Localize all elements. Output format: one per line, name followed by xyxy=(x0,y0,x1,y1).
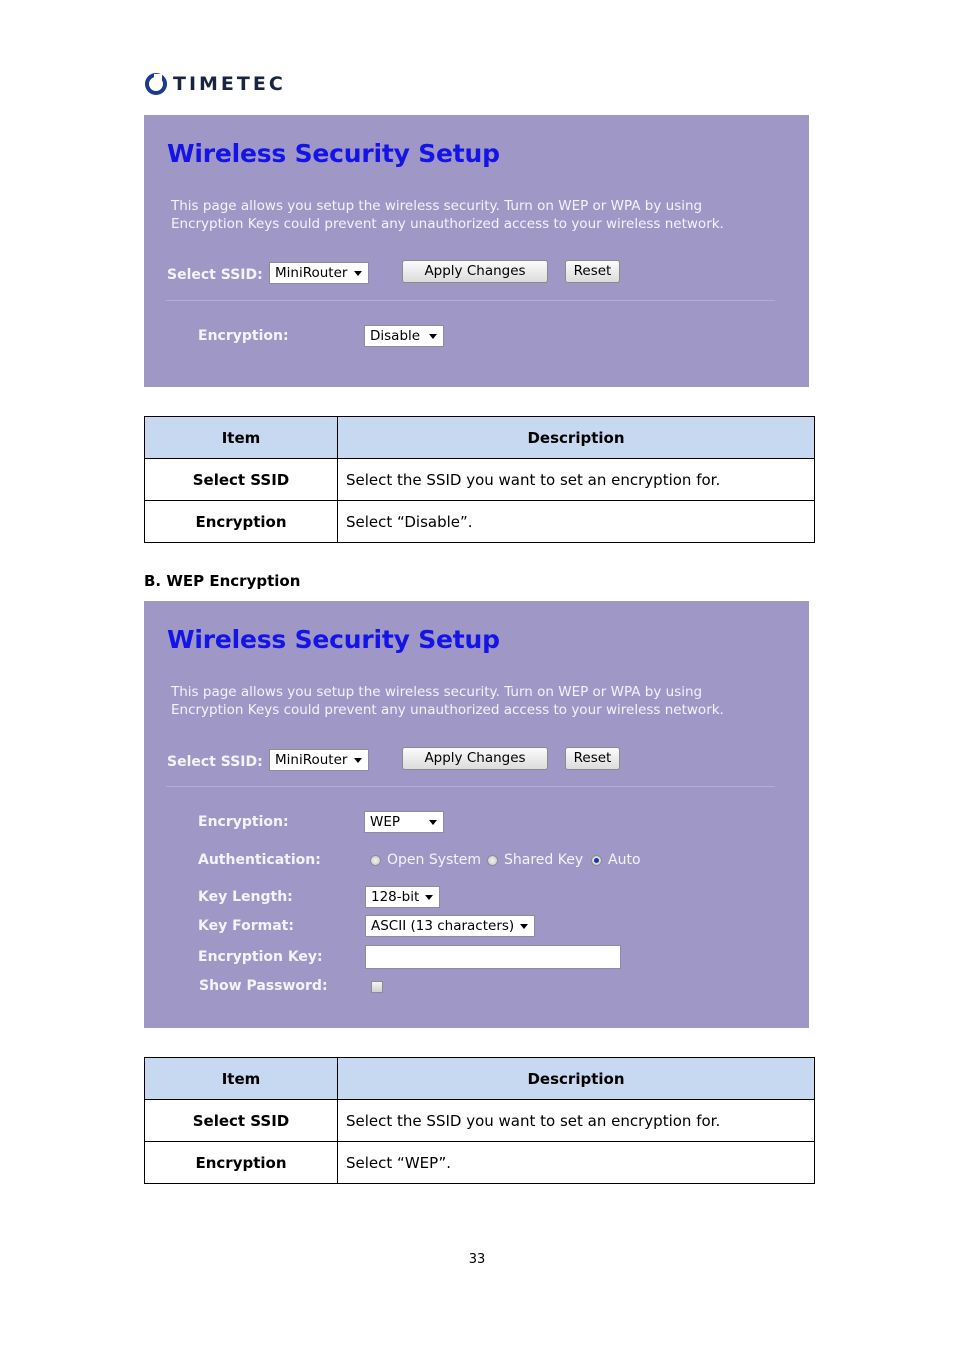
table-row xyxy=(145,1100,815,1142)
divider xyxy=(166,786,775,787)
chevron-down-icon xyxy=(429,820,437,825)
encryption-label: Encryption: xyxy=(198,328,289,344)
reset-button[interactable]: Reset xyxy=(565,260,620,283)
row-item: Select SSID xyxy=(145,459,338,501)
table-row xyxy=(145,501,815,543)
key-length-label: Key Length: xyxy=(198,889,293,905)
radio-open-system[interactable] xyxy=(370,855,381,866)
timetec-logo xyxy=(145,68,286,100)
table-row xyxy=(145,459,815,501)
select-ssid-label: Select SSID: xyxy=(167,267,263,283)
chevron-down-icon xyxy=(354,271,362,276)
logo-text: TIMETEC xyxy=(173,73,286,95)
key-format-select[interactable]: ASCII (13 characters) xyxy=(365,915,535,937)
row-description: Select “Disable”. xyxy=(338,501,815,543)
chevron-down-icon xyxy=(520,924,528,929)
wireless-security-panel-disable xyxy=(144,115,809,387)
key-length-select[interactable]: 128-bit xyxy=(365,886,440,908)
panel-title: Wireless Security Setup xyxy=(167,139,500,168)
select-ssid-label: Select SSID: xyxy=(167,754,263,770)
encryption-select[interactable]: WEP xyxy=(364,811,444,833)
ssid-select[interactable]: MiniRouter xyxy=(269,749,369,771)
radio-label-auto: Auto xyxy=(608,852,641,868)
table-row xyxy=(145,1142,815,1184)
radio-label-shared-key: Shared Key xyxy=(504,852,584,868)
row-item: Encryption xyxy=(145,501,338,543)
radio-auto[interactable] xyxy=(591,855,602,866)
panel-title: Wireless Security Setup xyxy=(167,625,500,654)
table-header-row xyxy=(145,417,815,459)
ring-logo-icon xyxy=(145,73,167,95)
radio-shared-key[interactable] xyxy=(487,855,498,866)
chevron-down-icon xyxy=(425,895,433,900)
key-format-label: Key Format: xyxy=(198,918,294,934)
encryption-key-input[interactable] xyxy=(365,945,621,969)
row-description: Select the SSID you want to set an encryption for. xyxy=(338,459,815,501)
header-description: Description xyxy=(338,1058,815,1100)
radio-label-open-system: Open System xyxy=(387,852,482,868)
chevron-down-icon xyxy=(354,758,362,763)
encryption-label: Encryption: xyxy=(198,814,289,830)
header-item: Item xyxy=(145,1058,338,1100)
authentication-label: Authentication: xyxy=(198,852,321,868)
header-item: Item xyxy=(145,417,338,459)
apply-changes-button[interactable]: Apply Changes xyxy=(402,260,548,283)
show-password-checkbox[interactable] xyxy=(371,981,383,993)
encryption-key-label: Encryption Key: xyxy=(198,949,323,965)
row-item: Select SSID xyxy=(145,1100,338,1142)
table-header-row xyxy=(145,1058,815,1100)
section-heading-wep: B. WEP Encryption xyxy=(144,572,301,590)
divider xyxy=(166,300,775,301)
apply-changes-button[interactable]: Apply Changes xyxy=(402,747,548,770)
panel-description: This page allows you setup the wireless security. Turn on WEP or WPA by using Encryption Keys could prevent any unauthorized access to your wireless network. xyxy=(171,198,724,232)
reset-button[interactable]: Reset xyxy=(565,747,620,770)
description-table-2 xyxy=(144,1057,815,1184)
header-description: Description xyxy=(338,417,815,459)
ssid-select[interactable]: MiniRouter xyxy=(269,262,369,284)
row-description: Select the SSID you want to set an encryption for. xyxy=(338,1100,815,1142)
row-description: Select “WEP”. xyxy=(338,1142,815,1184)
row-item: Encryption xyxy=(145,1142,338,1184)
page-number: 33 xyxy=(468,1252,486,1267)
panel-description: This page allows you setup the wireless security. Turn on WEP or WPA by using Encryption Keys could prevent any unauthorized access to your wireless network. xyxy=(171,684,724,718)
description-table-1 xyxy=(144,416,815,543)
chevron-down-icon xyxy=(429,334,437,339)
encryption-select[interactable]: Disable xyxy=(364,325,444,347)
wireless-security-panel-wep xyxy=(144,601,809,1028)
show-password-label: Show Password: xyxy=(199,978,328,994)
